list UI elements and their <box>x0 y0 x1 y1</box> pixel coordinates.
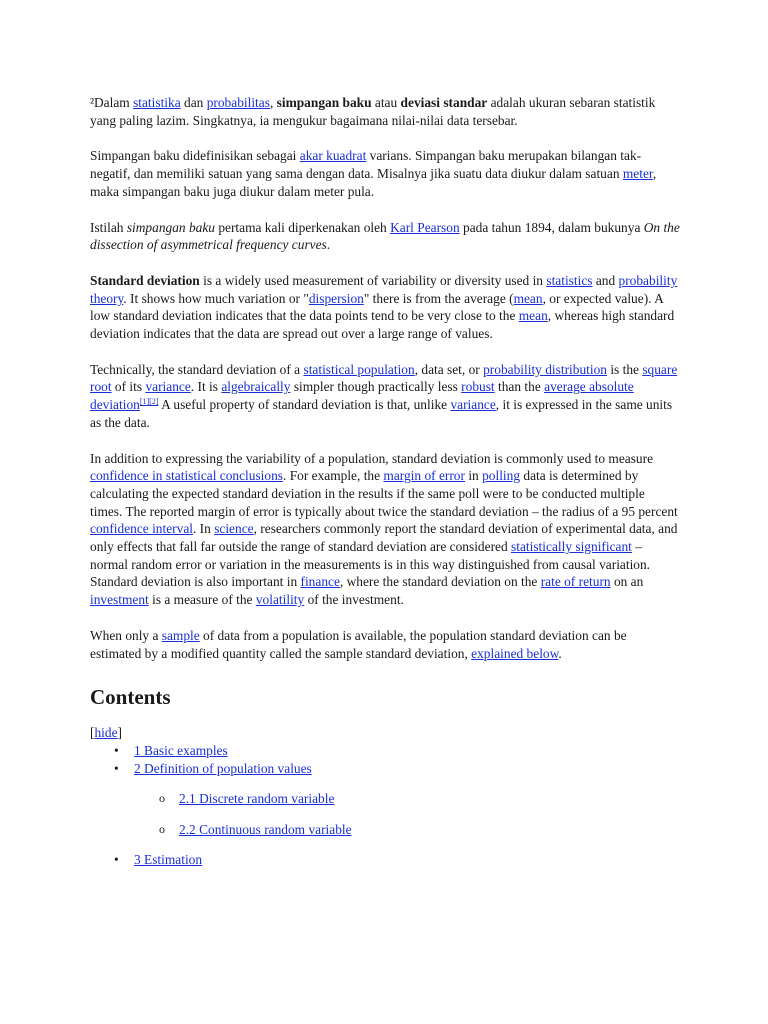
toc-subitem <box>90 821 680 839</box>
link-confidence-interval[interactable]: confidence interval <box>90 521 193 537</box>
link-statistically-significant[interactable]: statistically significant <box>511 539 632 555</box>
toc-link-estimation[interactable]: 3 Estimation <box>134 852 203 868</box>
paragraph-applications: In addition to expressing the variability of a population, standard deviation is commonly used to measure confidence in statistical conclusions. For example, the margin of error in polling data is determined by calculating the expected standard deviation in the results if the same poll were to be conducted multiple times. The reported margin of error is typically about twice the standard deviation – the radius of a 95 percent confidence interval. In science, researchers commonly report the standard deviation of experimental data, and only effects that fall far outside the range of standard deviation are considered statistically significant – normal random error or variation in the measurements is in this way distinguished from causal variation. Standard deviation is also important in finance, where the standard deviation on the rate of return on an investment is a measure of the volatility of the investment. <box>90 450 678 608</box>
link-robust[interactable]: robust <box>461 379 495 395</box>
link-statistical-population[interactable]: statistical population <box>303 361 415 377</box>
link-confidence-statistical-conclusions[interactable]: confidence in statistical conclusions <box>90 468 283 484</box>
link-algebraically[interactable]: algebraically <box>221 379 291 395</box>
book-title: On the dissection of asymmetrical frequency curves <box>90 219 680 253</box>
link-sample[interactable]: sample <box>161 627 200 643</box>
link-statistics[interactable]: statistics <box>546 272 593 288</box>
paragraph-intro-en: Standard deviation is a widely used measurement of variability or diversity used in statistics and probability theory. It shows how much variation or "dispersion" there is from the average (mean, or expected value). A low standard deviation indicates that the data points tend to be very close to the mean, whereas high standard deviation indicates that the data are spread out over a large range of values. <box>90 272 678 342</box>
toc-subitem <box>90 790 680 808</box>
paragraph-definition-id: Simpangan baku didefinisikan sebagai akar kuadrat varians. Simpangan baku merupakan bilangan tak-negatif, dan memiliki satuan yang sama dengan data. Misalnya jika suatu data diukur dalam satuan meter, maka simpangan baku juga diukur dalam meter pula. <box>90 148 657 199</box>
toc-link-basic-examples[interactable]: 1 Basic examples <box>134 743 228 759</box>
toc-item <box>90 742 680 760</box>
link-average-absolute-deviation[interactable]: average absolute deviation <box>90 379 634 413</box>
term-simpangan-baku: simpangan baku <box>276 95 372 110</box>
link-rate-of-return[interactable]: rate of return <box>540 574 611 590</box>
link-akar-kuadrat[interactable]: akar kuadrat <box>299 148 367 164</box>
contents-heading: Contents <box>90 685 171 710</box>
citation-1[interactable]: [1] <box>139 396 150 406</box>
bullet-icon: • <box>114 760 119 776</box>
link-variance[interactable]: variance <box>145 379 191 395</box>
bullet-icon: • <box>114 852 119 868</box>
article-body <box>90 94 680 869</box>
toc-link-discrete-random-variable[interactable]: 2.1 Discrete random variable <box>179 791 335 807</box>
link-mean-2[interactable]: mean <box>518 308 548 324</box>
term-standard-deviation: Standard deviation <box>90 272 200 288</box>
link-investment[interactable]: investment <box>90 592 149 608</box>
bullet-icon: • <box>114 743 119 759</box>
paragraph-intro-id: ²Dalam statistika dan probabilitas, simpangan baku atau deviasi standar adalah ukuran sebaran statistik yang paling lazim. Singkatnya, ia mengukur bagaimana nilai-nilai data tersebar. <box>90 95 656 128</box>
link-dispersion[interactable]: dispersion <box>308 290 364 306</box>
link-meter[interactable]: meter <box>622 166 653 182</box>
toc-toggle: [hide] <box>90 725 122 741</box>
link-margin-of-error[interactable]: margin of error <box>383 468 465 484</box>
link-probabilitas[interactable]: probabilitas <box>206 95 270 110</box>
link-finance[interactable]: finance <box>300 574 340 590</box>
link-statistika[interactable]: statistika <box>133 95 181 110</box>
link-science[interactable]: science <box>214 521 254 537</box>
term-italic-simpangan-baku: simpangan baku <box>126 219 215 235</box>
link-probability-distribution[interactable]: probability distribution <box>483 361 607 377</box>
toc-sublist <box>134 790 680 838</box>
toc-link-definition-population-values[interactable]: 2 Definition of population values <box>134 760 312 776</box>
link-square-root[interactable]: square root <box>90 361 678 395</box>
toc-link-continuous-random-variable[interactable]: 2.2 Continuous random variable <box>179 821 352 837</box>
toc-hide-link[interactable]: hide <box>94 725 118 741</box>
link-polling[interactable]: polling <box>482 468 521 484</box>
link-karl-pearson[interactable]: Karl Pearson <box>390 219 460 235</box>
toc-item <box>90 760 680 839</box>
table-of-contents <box>90 742 680 869</box>
paragraph-technical: Technically, the standard deviation of a statistical population, data set, or probability distribution is the square root of its variance. It is algebraically simpler though practically less robust than the average absolute deviation[1][2] A useful property of standard deviation is that, unlike variance, it is expressed in the same units as the data. <box>90 361 678 430</box>
link-volatility[interactable]: volatility <box>255 592 305 608</box>
link-mean[interactable]: mean <box>513 290 543 306</box>
citation-2[interactable]: [2] <box>149 396 159 406</box>
link-probability-theory[interactable]: probability theory <box>90 272 678 306</box>
circle-bullet-icon: o <box>159 821 165 836</box>
citation-refs <box>140 395 159 407</box>
term-deviasi-standar: deviasi standar <box>400 95 488 110</box>
link-explained-below[interactable]: explained below <box>471 645 559 661</box>
circle-bullet-icon: o <box>159 791 165 806</box>
paragraph-history-id: Istilah simpangan baku pertama kali diperkenakan oleh Karl Pearson pada tahun 1894, dalam bukunya On the dissection of asymmetrical frequency curves. <box>90 219 680 253</box>
link-variance-2[interactable]: variance <box>450 397 496 413</box>
paragraph-sample: When only a sample of data from a population is available, the population standard deviation can be estimated by a modified quantity called the sample standard deviation, explained below. <box>90 627 627 661</box>
toc-item <box>90 851 680 869</box>
